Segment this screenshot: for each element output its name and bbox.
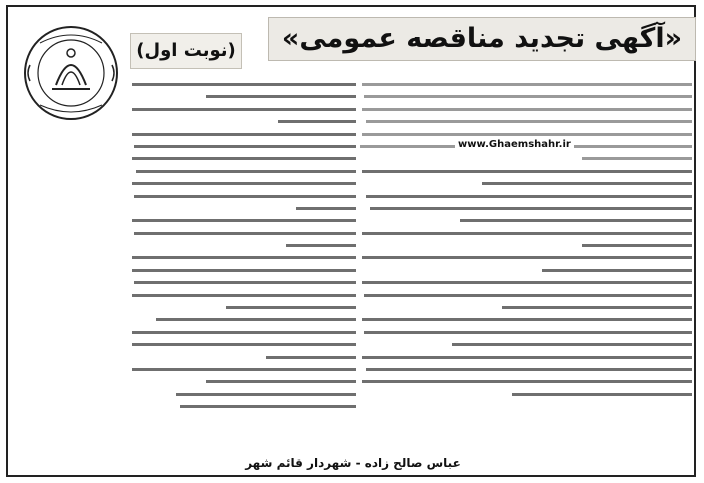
item-1 bbox=[360, 176, 692, 188]
item-4 bbox=[360, 213, 692, 225]
item-2 bbox=[360, 189, 692, 201]
item-3 bbox=[360, 201, 692, 213]
intro-line bbox=[360, 102, 692, 114]
item-16 bbox=[130, 288, 356, 300]
item-13 bbox=[130, 238, 356, 250]
item-10 bbox=[130, 77, 356, 89]
notice-title: «آگهی تجدید مناقصه عمومی» bbox=[268, 17, 696, 61]
item-18 bbox=[130, 325, 356, 337]
item-9 bbox=[360, 387, 692, 399]
item-6 bbox=[360, 250, 692, 262]
item-10 bbox=[130, 89, 356, 101]
item-20 bbox=[130, 374, 356, 386]
item-12 bbox=[130, 127, 356, 139]
item-9 bbox=[360, 350, 692, 362]
item-15 bbox=[130, 263, 356, 275]
item-5 bbox=[360, 226, 692, 238]
signature-line: عباس صالح زاده - شهردار قائم شهر bbox=[245, 456, 461, 470]
item-8 bbox=[360, 312, 692, 324]
item-5 bbox=[360, 238, 692, 250]
item-21 bbox=[130, 387, 356, 399]
intro-line bbox=[360, 114, 692, 126]
notice-body-right bbox=[360, 77, 692, 449]
intro-line bbox=[360, 127, 692, 139]
item-1 bbox=[360, 164, 692, 176]
item-9 bbox=[360, 362, 692, 374]
tender-notice bbox=[6, 5, 696, 477]
item-6 bbox=[360, 263, 692, 275]
round-label: (نوبت اول) bbox=[130, 33, 242, 69]
item-11 bbox=[130, 114, 356, 126]
item-8 bbox=[360, 325, 692, 337]
item-11 bbox=[130, 102, 356, 114]
item-12 bbox=[130, 189, 356, 201]
intro-line bbox=[360, 89, 692, 101]
intro-line bbox=[360, 151, 692, 163]
item-14 bbox=[130, 250, 356, 262]
item-12 bbox=[130, 151, 356, 163]
item-19 bbox=[130, 337, 356, 349]
intro-line bbox=[360, 139, 692, 151]
item-20 bbox=[130, 362, 356, 374]
website-link[interactable]: www.Ghaemshahr.ir bbox=[458, 138, 571, 150]
item-19 bbox=[130, 350, 356, 362]
item-7 bbox=[360, 300, 692, 312]
item-13 bbox=[130, 213, 356, 225]
item-7 bbox=[360, 288, 692, 300]
item-22 bbox=[130, 399, 356, 411]
item-12 bbox=[130, 164, 356, 176]
item-9 bbox=[360, 374, 692, 386]
notice-body-left bbox=[130, 77, 356, 449]
municipality-seal bbox=[16, 19, 126, 127]
seal-emblem-icon bbox=[16, 19, 126, 127]
item-8 bbox=[360, 337, 692, 349]
item-12 bbox=[130, 201, 356, 213]
item-13 bbox=[130, 226, 356, 238]
item-12 bbox=[130, 139, 356, 151]
item-16 bbox=[130, 300, 356, 312]
item-12 bbox=[130, 176, 356, 188]
item-15 bbox=[130, 275, 356, 287]
item-7 bbox=[360, 275, 692, 287]
intro-line bbox=[360, 77, 692, 89]
item-17 bbox=[130, 312, 356, 324]
